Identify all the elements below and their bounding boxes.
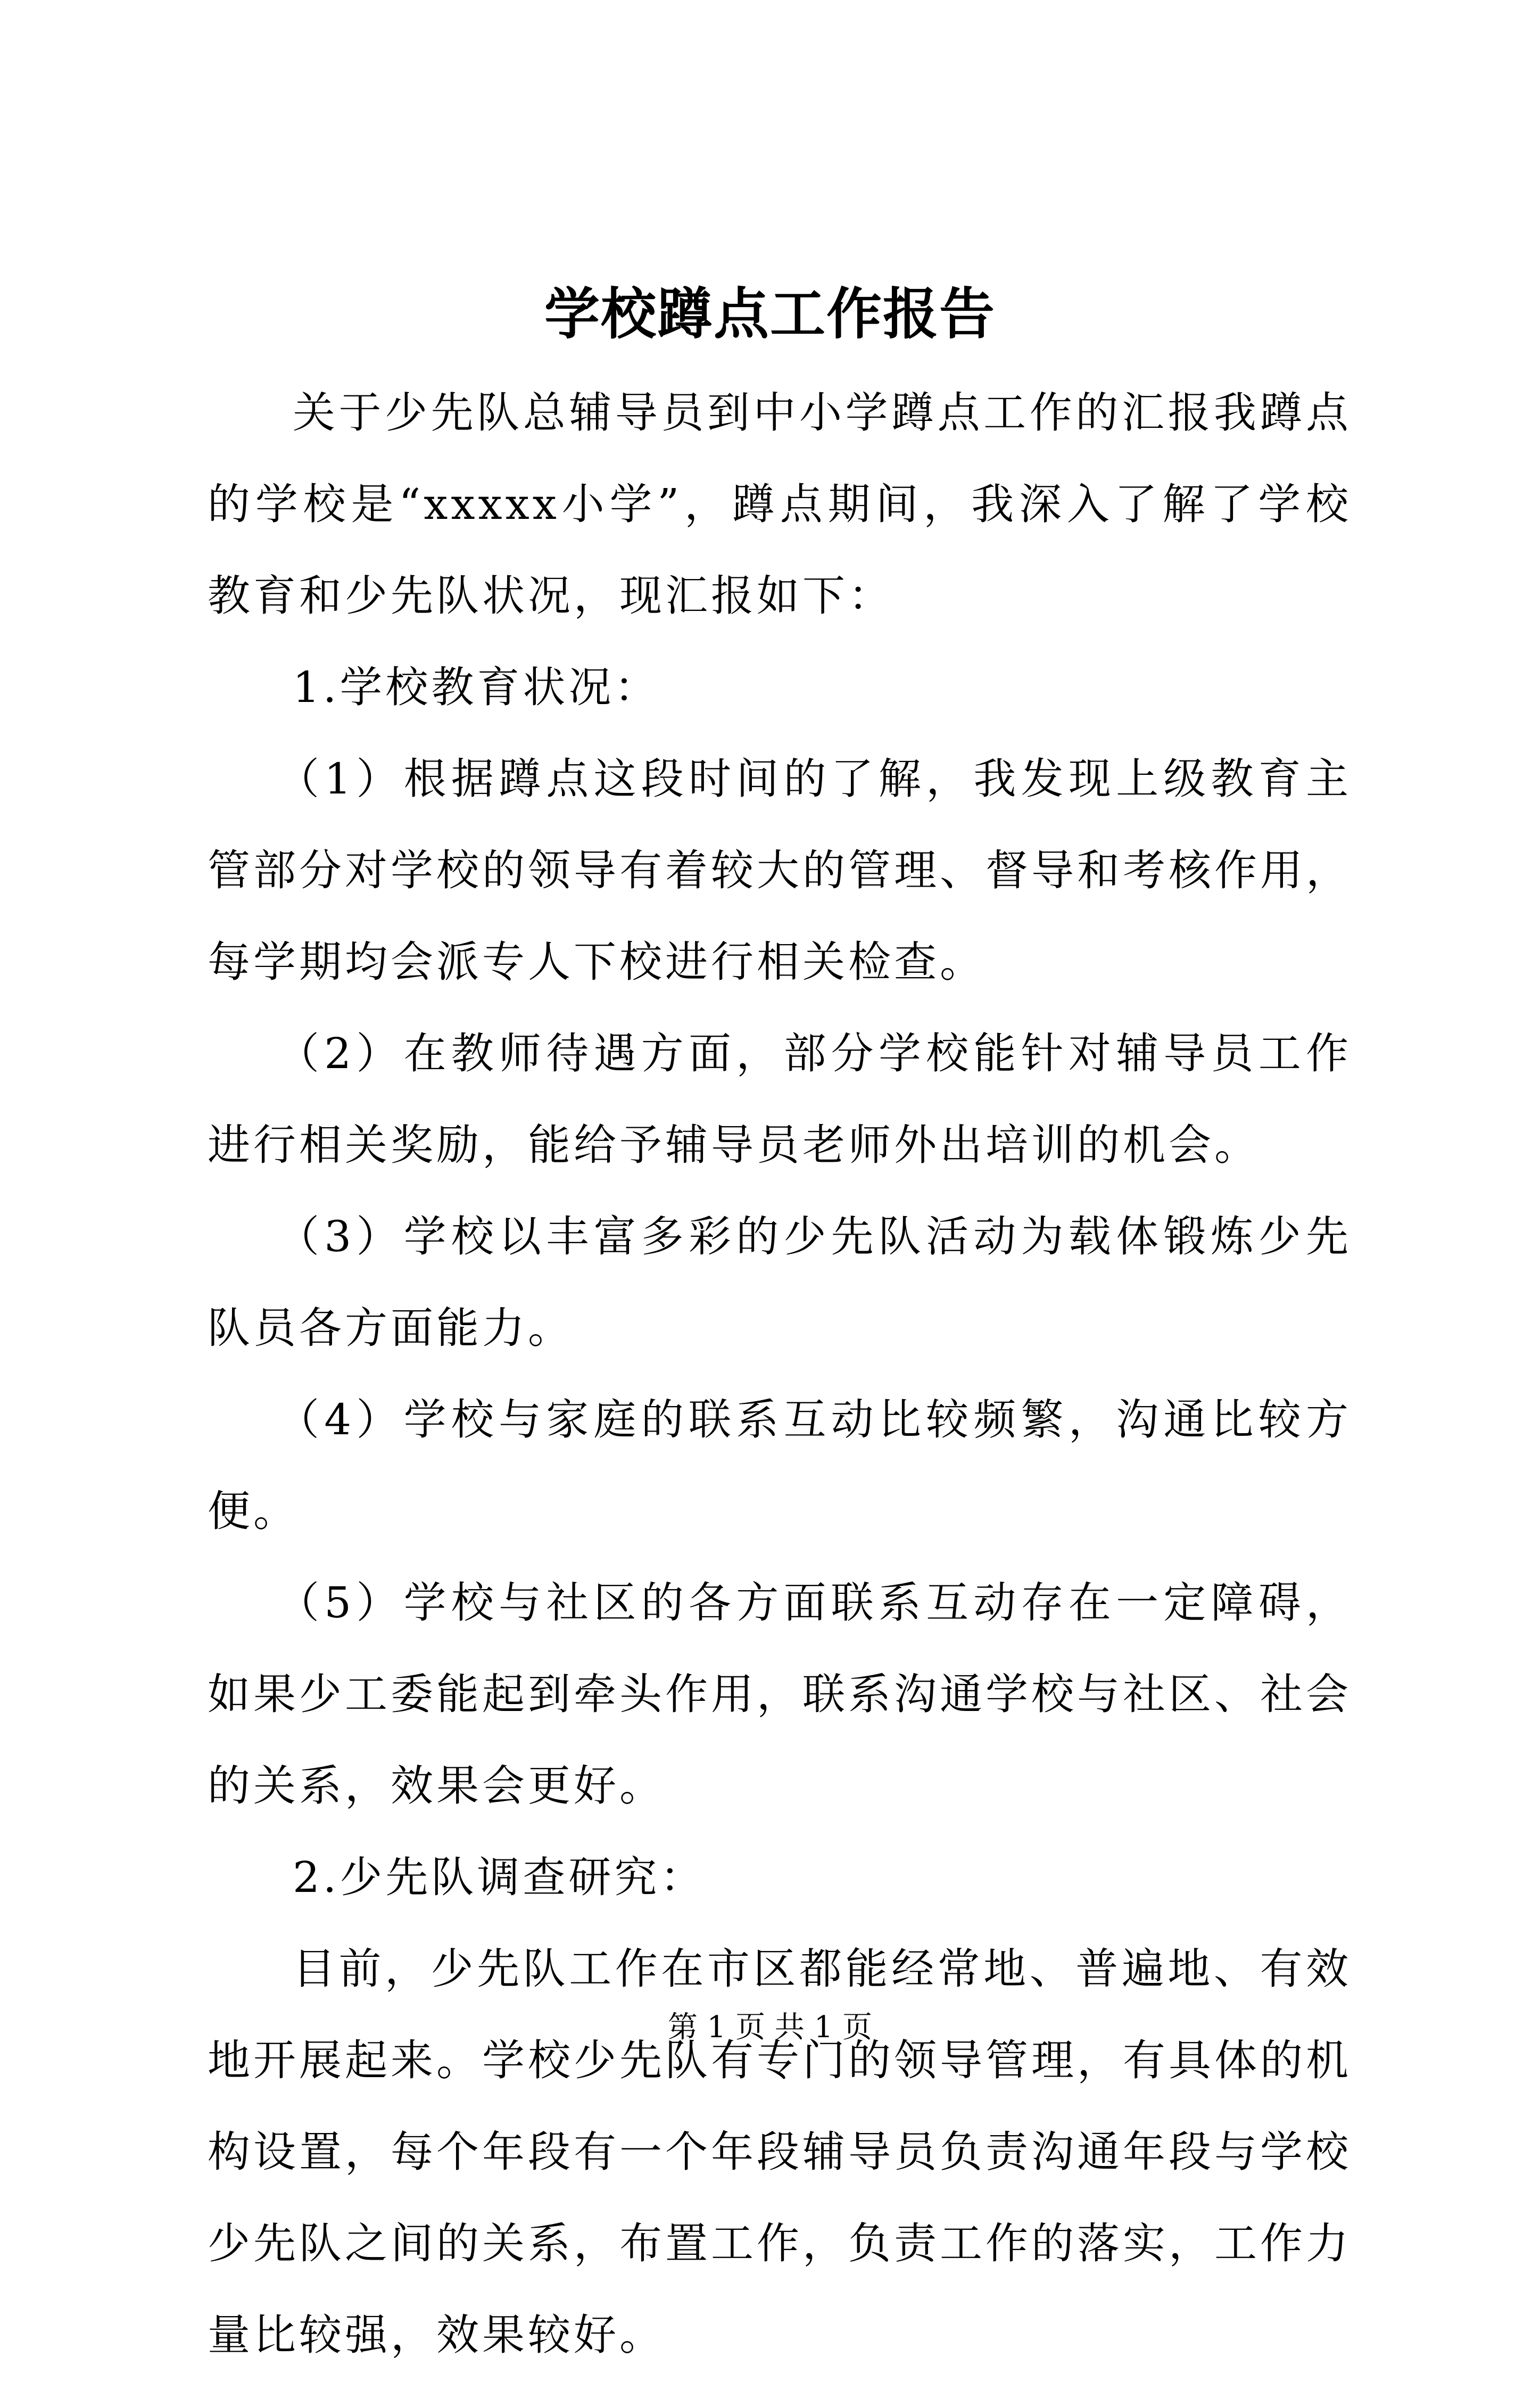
document-body (208, 367, 1352, 2381)
paragraph-item-3: （3）学校以丰富多彩的少先队活动为载体锻炼少先队员各方面能力。 (208, 1212, 1352, 1353)
paragraph-item-1: （1）根据蹲点这段时间的了解，我发现上级教育主管部分对学校的领导有着较大的管理、督导和考核作用，每学期均会派专人下校进行相关检查。 (208, 754, 1352, 987)
document-title: 学校蹲点工作报告 (544, 281, 996, 346)
section-heading-pioneer-research: 2.少先队调查研究： (293, 1853, 706, 1902)
paragraph-item-2: （2）在教师待遇方面，部分学校能针对辅导员工作进行相关奖励，能给予辅导员老师外出培训的机会。 (208, 1029, 1352, 1170)
paragraph-item-5: （5）学校与社区的各方面联系互动存在一定障碍，如果少工委能起到牵头作用，联系沟通学校与社区、社会的关系，效果会更好。 (208, 1578, 1352, 1810)
section-heading-school-education: 1.学校教育状况： (293, 663, 660, 712)
page-footer: 第 1 页 共 1 页 (667, 2010, 873, 2045)
paragraph-intro: 关于少先队总辅导员到中小学蹲点工作的汇报我蹲点的学校是“xxxxx小学”，蹲点期间，我深入了解了学校教育和少先队状况，现汇报如下： (208, 388, 1352, 621)
paragraph-item-4: （4）学校与家庭的联系互动比较频繁，沟通比较方便。 (208, 1395, 1352, 1536)
paragraph-current-status: 目前，少先队工作在市区都能经常地、普遍地、有效地开展起来。学校少先队有专门的领导管理，有具体的机构设置，每个年段有一个年段辅导员负责沟通年段与学校少先队之间的关系，布置工作，负责工作的落实，工作力量比较强，效果较好。 (208, 1944, 1352, 2360)
